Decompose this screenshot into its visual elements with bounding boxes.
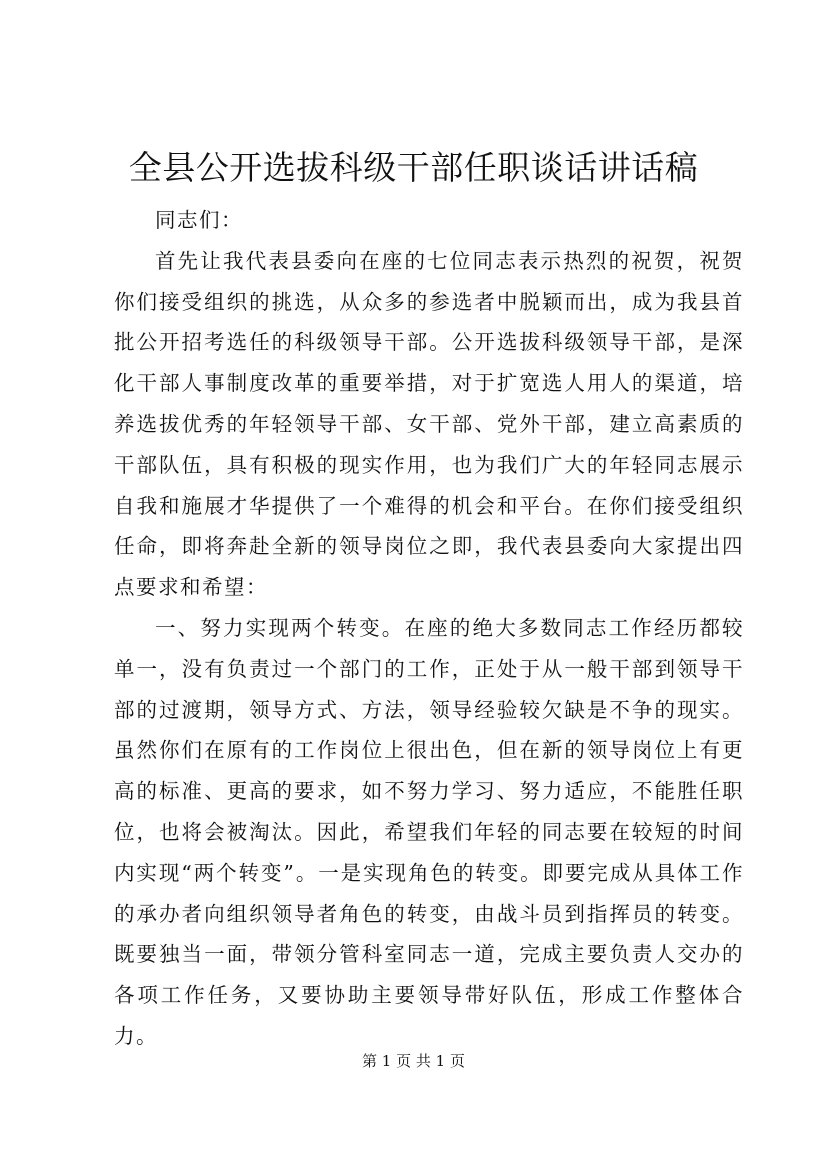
document-title: 全县公开选拔科级干部任职谈话讲话稿 [128,148,699,187]
salutation: 同志们： [155,208,243,232]
document-body [114,200,744,1057]
page-footer: 第 1 页 共 1 页 [362,1052,465,1070]
paragraph-2: 一、努力实现两个转变。在座的绝大多数同志工作经历都较单一，没有负责过一个部门的工作，正处于从一般干部到领导干部的过渡期，领导方式、方法，领导经验较欠缺是不争的现实。虽然你们在原有的工作岗位上很出色，但在新的领导岗位上有更高的标准、更高的要求，如不努力学习、努力适应，不能胜任职位，也将会被淘汰。因此，希望我们年轻的同志要在较短的时间内实现“两个转变”。一是实现角色的转变。即要完成从具体工作的承办者向组织领导者角色的转变，由战斗员到指挥员的转变。既要独当一面，带领分管科室同志一道，完成主要负责人交办的各项工作任务，又要协助主要领导带好队伍，形成工作整体合力。 [114,615,744,1048]
paragraph-1: 首先让我代表县委向在座的七位同志表示热烈的祝贺，祝贺你们接受组织的挑选，从众多的参选者中脱颖而出，成为我县首批公开招考选任的科级领导干部。公开选拔科级领导干部，是深化干部人事制度改革的重要举措，对于扩宽选人用人的渠道，培养选拔优秀的年轻领导干部、女干部、党外干部，建立高素质的干部队伍，具有积极的现实作用，也为我们广大的年轻同志展示自我和施展才华提供了一个难得的机会和平台。在你们接受组织任命，即将奔赴全新的领导岗位之即，我代表县委向大家提出四点要求和希望： [114,248,744,600]
